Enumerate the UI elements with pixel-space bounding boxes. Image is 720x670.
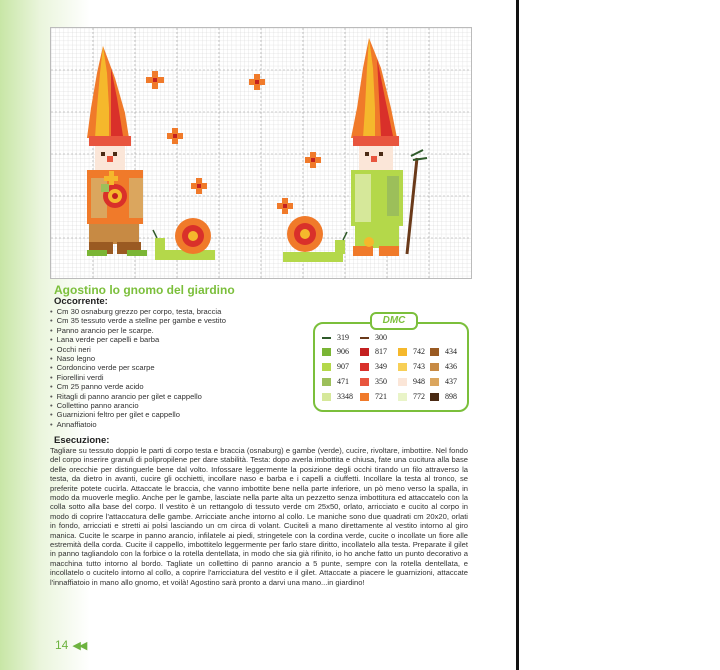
page-number: 14 <box>55 638 69 652</box>
dmc-code: 437 <box>445 377 457 386</box>
list-item: • Naso legno <box>50 354 226 363</box>
swatch-color <box>360 337 369 339</box>
list-item: • Cm 35 tessuto verde a stellne per gambe e vestito <box>50 316 226 325</box>
swatch-color <box>360 378 369 386</box>
swatch-color <box>398 363 407 371</box>
swatch-color <box>398 378 407 386</box>
dmc-code: 743 <box>413 362 425 371</box>
dmc-code: 742 <box>413 347 425 356</box>
dmc-code: 906 <box>337 347 349 356</box>
swatch-color <box>322 363 331 371</box>
swatch-color <box>322 337 331 339</box>
materials-heading: Occorrente: <box>54 296 108 307</box>
swatch-color <box>360 363 369 371</box>
list-item: • Collettino panno arancio <box>50 401 226 410</box>
execution-heading: Esecuzione: <box>54 435 110 446</box>
swatch-color <box>322 378 331 386</box>
list-item: • Cm 30 osnaburg grezzo per corpo, testa, braccia <box>50 307 226 316</box>
list-item: • Lana verde per capelli e barba <box>50 335 226 344</box>
dmc-code: 300 <box>375 333 387 342</box>
dmc-code: 907 <box>337 362 349 371</box>
execution-text: Tagliare su tessuto doppio le parti di corpo testa e braccia (osnaburg) e gambe (verde), cucire, rivoltare, imbottire. Nel fondo del corpo inserire granuli di polipropilene per dare stabilità. Testa: dopo averla imbottita e chiusa, fate una cucitura alla base delle orecchie per distinguerle bene dal volto. Infossare leggermente la posizione degli occhi tirando un filo attraverso la testa, da dietro in avanti, cucire gli occhietti, incollare naso e barba e i capelli a ciuffetti. Incollare la testa al tronco, se preferite potete cucirla. Attaccate le braccia, che vanno imbottite bene nella parte inferiore, un pò meno verso la spalla, in modo da muoverle meglio. Anche per le gambe, lasciate nella parte alta un pezzetto senza imbottitura ed attaccatelo con la colla sotto alla base del corpo. Il vestito è un rettangolo di tessuto verde cm 25x50, orlato, arricciato e cucito al corpo in modo di coprire l'attaccatura delle gambe. Arricciate anche intorno al collo. Le maniche sono due quadrati cm 20x20, orlati in fondo, arricciati e stretti ai polsi lasciando un cm circa di volant. Cuciteli a mano direttamente al vestito intorno al giro manica. Cucite le scarpe in panno arancio, infilatele ai piedi, stringetele con la cordina verde, cucite o incollate un fiore alle estremità della corda. Cucite il cappello, imbottitelo leggermente per farlo stare diritto, incollatelo alla testa. Preparate il gilet in panno tagliandolo con la forbice o la rotella dentellata, in modo che sia già rifinito, io ho anche fatto un punto decorativo a macchina tutto intorno al bordo. Tagliate un collettino di panno arancio a 5 punte, sempre con la rotella dentellata, e incollatelo o cucitelo intorno al collo, a coprire l'arricciatura del vestito e il gilet. Attaccate a piacere le guarnizioni, attaccate l'innaffiatoio in mano allo gnomo, et voilà! Agostino sarà pronto a darvi una mano...in giardino! <box>50 446 468 587</box>
list-item: • Cordoncino verde per scarpe <box>50 363 226 372</box>
dmc-code: 319 <box>337 333 349 342</box>
dmc-code: 434 <box>445 347 457 356</box>
materials-list <box>50 307 226 429</box>
list-item: • Occhi neri <box>50 345 226 354</box>
dmc-code: 721 <box>375 392 387 401</box>
swatch-color <box>430 363 439 371</box>
swatch-color <box>398 393 407 401</box>
cross-stitch-chart <box>50 27 472 279</box>
swatch-color <box>430 393 439 401</box>
dmc-code: 471 <box>337 377 349 386</box>
dmc-code: 898 <box>445 392 457 401</box>
swatch-color <box>430 378 439 386</box>
dmc-code: 772 <box>413 392 425 401</box>
swatch-color <box>430 348 439 356</box>
dmc-code: 948 <box>413 377 425 386</box>
list-item: • Guarnizioni feltro per gilet e cappello <box>50 410 226 419</box>
list-item: • Panno arancio per le scarpe. <box>50 326 226 335</box>
dmc-code: 350 <box>375 377 387 386</box>
dmc-code: 436 <box>445 362 457 371</box>
swatch-color <box>398 348 407 356</box>
list-item: • Ritagli di panno arancio per gilet e cappello <box>50 392 226 401</box>
swatch-color <box>322 348 331 356</box>
list-item: • Cm 25 panno verde acido <box>50 382 226 391</box>
page-number-footer <box>55 638 85 652</box>
list-item: • Annaffiatoio <box>50 420 226 429</box>
list-item: • Fiorellini verdi <box>50 373 226 382</box>
dmc-code: 3348 <box>337 392 353 401</box>
double-arrow-left-icon: ◀◀ <box>72 640 86 652</box>
dmc-logo: DMC <box>370 312 418 330</box>
page-edge <box>516 0 519 670</box>
dmc-code: 349 <box>375 362 387 371</box>
pattern-title: Agostino lo gnomo del giardino <box>54 283 235 297</box>
swatch-color <box>360 393 369 401</box>
swatch-color <box>360 348 369 356</box>
swatch-color <box>322 393 331 401</box>
dmc-code: 817 <box>375 347 387 356</box>
